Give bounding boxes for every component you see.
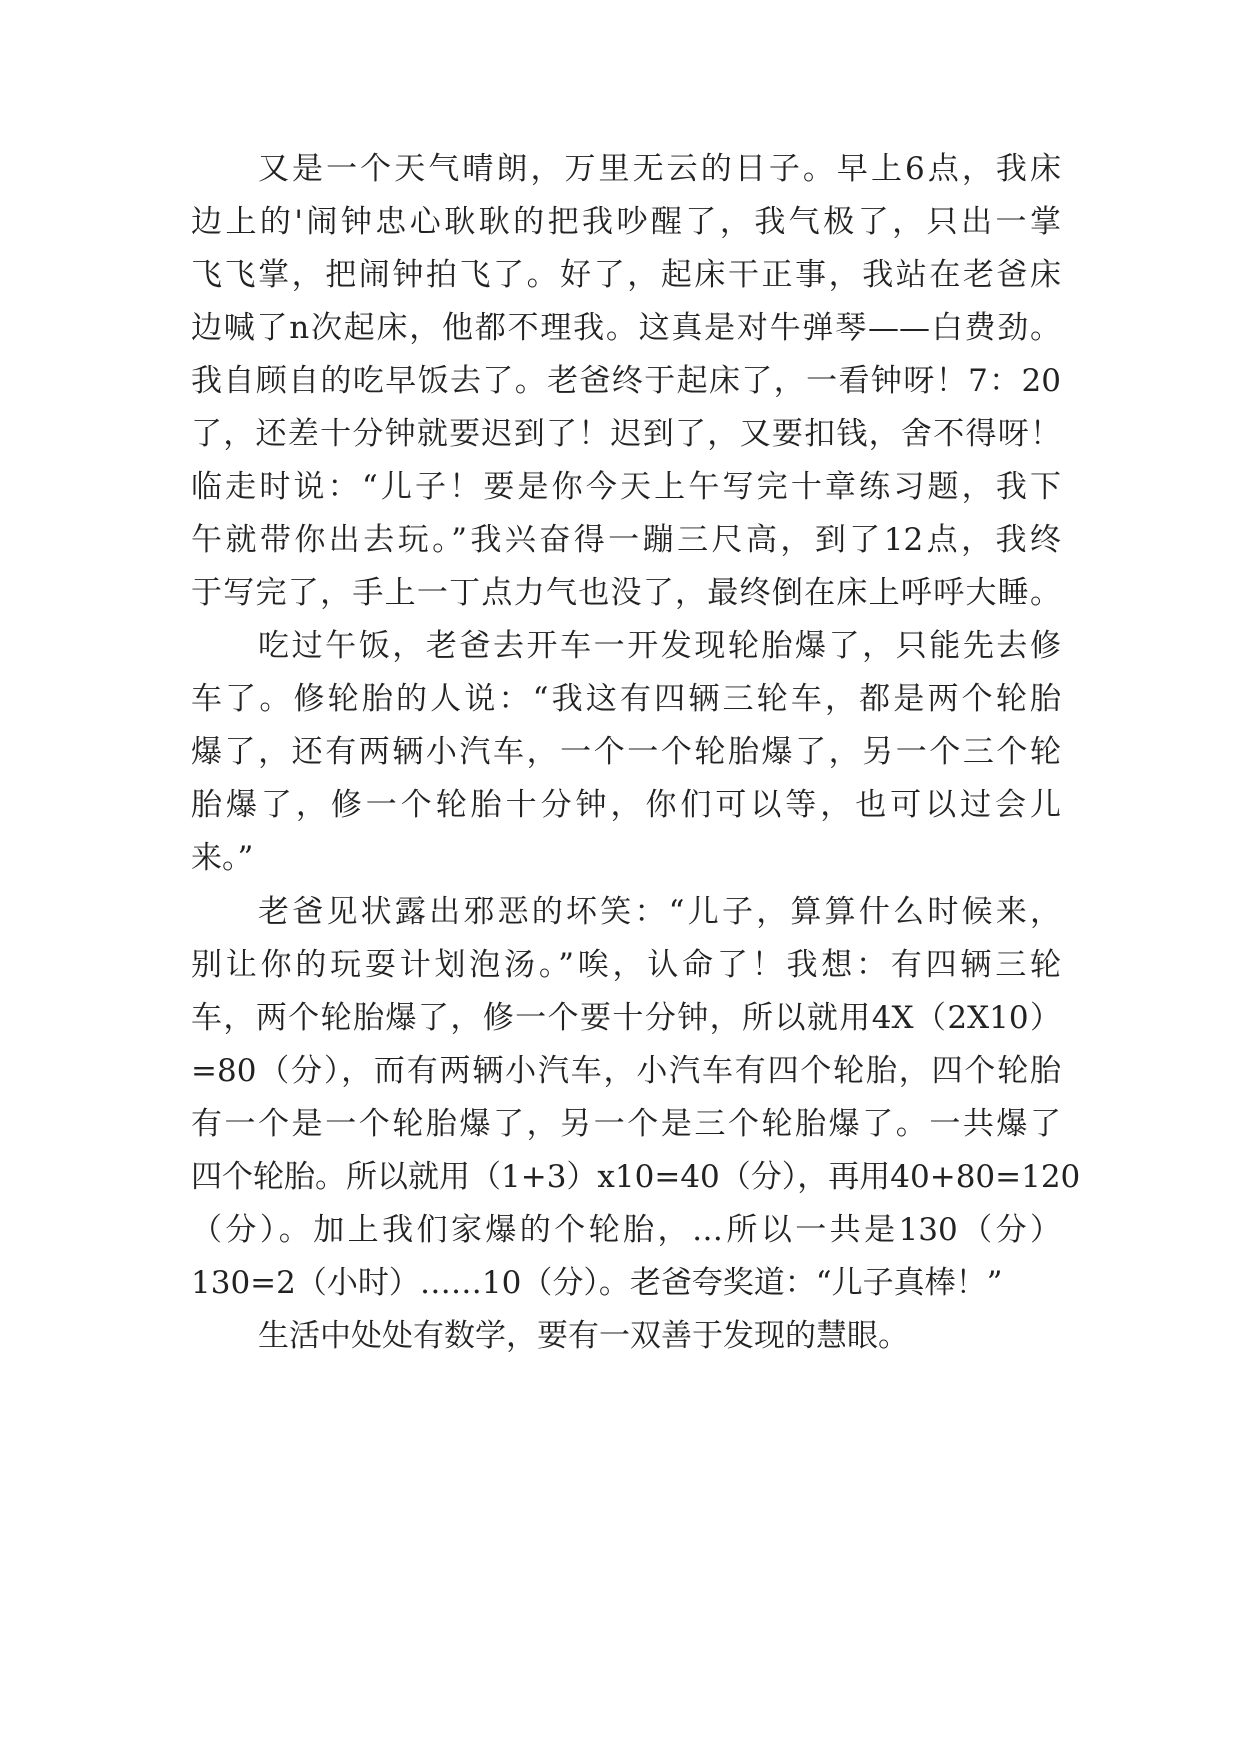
paragraph-line: 吃过午饭，老爸去开车一开发现轮胎爆了，只能先去修 <box>258 628 1061 664</box>
paragraph-line: 胎爆了，修一个轮胎十分钟，你们可以等，也可以过会儿 <box>191 787 1061 823</box>
paragraph-line: 130=2（小时）……10（分）。老爸夸奖道：“儿子真棒！” <box>191 1265 1003 1301</box>
paragraph-line: 边上的'闹钟忠心耿耿的把我吵醒了，我气极了，只出一掌 <box>191 204 1061 240</box>
paragraph-line: 我自顾自的吃早饭去了。老爸终于起床了，一看钟呀！7：20 <box>191 363 1061 399</box>
paragraph-line: =80（分），而有两辆小汽车，小汽车有四个轮胎，四个轮胎 <box>191 1053 1061 1089</box>
paragraph-line: 别让你的玩耍计划泡汤。”唉，认命了！我想：有四辆三轮 <box>191 947 1061 983</box>
paragraph-line: 四个轮胎。所以就用（1+3）x10=40（分），再用40+80=120 <box>191 1159 1081 1195</box>
paragraph-line: 午就带你出去玩。”我兴奋得一蹦三尺高，到了12点，我终 <box>191 522 1061 558</box>
paragraph-line: 生活中处处有数学，要有一双善于发现的慧眼。 <box>258 1318 909 1354</box>
paragraph-line: 于写完了，手上一丁点力气也没了，最终倒在床上呼呼大睡。 <box>191 575 1061 611</box>
paragraph-line: 有一个是一个轮胎爆了，另一个是三个轮胎爆了。一共爆了 <box>191 1106 1061 1142</box>
paragraph-line: 临走时说：“儿子！要是你今天上午写完十章练习题，我下 <box>191 469 1061 505</box>
paragraph-line: 了，还差十分钟就要迟到了！迟到了，又要扣钱，舍不得呀！ <box>191 416 1061 452</box>
paragraph-line: 又是一个天气晴朗，万里无云的日子。早上6点，我床 <box>258 151 1061 187</box>
paragraph-line: 车了。修轮胎的人说：“我这有四辆三轮车，都是两个轮胎 <box>191 681 1061 717</box>
paragraph-line: 飞飞掌，把闹钟拍飞了。好了，起床干正事，我站在老爸床 <box>191 257 1061 293</box>
paragraph-line: 老爸见状露出邪恶的坏笑：“儿子，算算什么时候来， <box>258 894 1061 930</box>
paragraph-line: 车，两个轮胎爆了，修一个要十分钟，所以就用4X（2X10） <box>191 1000 1061 1036</box>
paragraph-line: 爆了，还有两辆小汽车，一个一个轮胎爆了，另一个三个轮 <box>191 734 1061 770</box>
paragraph-line: （分）。加上我们家爆的个轮胎，…所以一共是130（分） <box>191 1212 1061 1248</box>
paragraph-line: 边喊了n次起床，他都不理我。这真是对牛弹琴——白费劲。 <box>191 310 1061 346</box>
paragraph-line: 来。” <box>191 840 254 876</box>
